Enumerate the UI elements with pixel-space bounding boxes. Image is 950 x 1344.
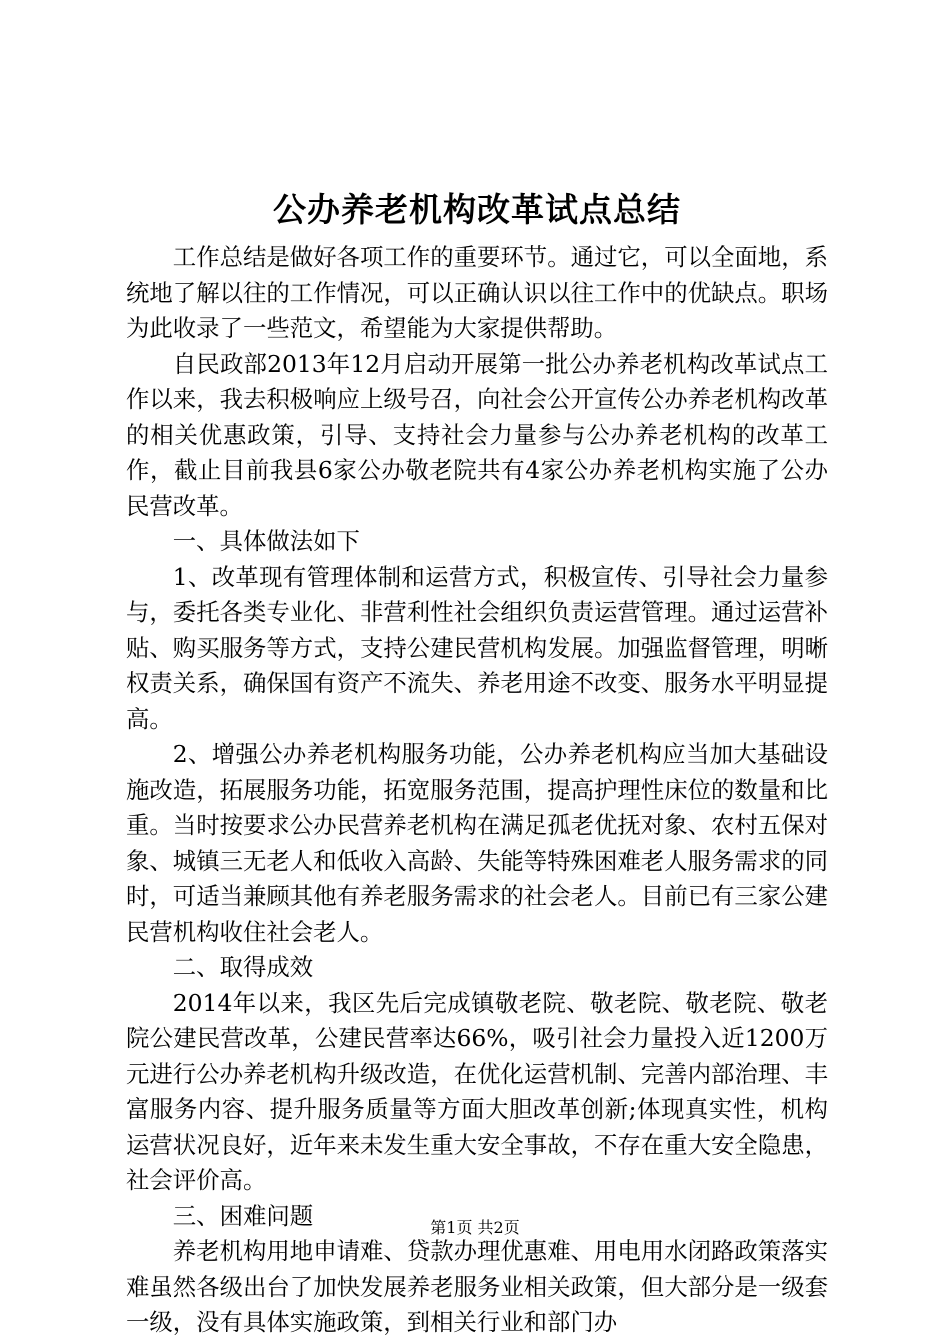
section-heading-methods: 一、具体做法如下 (172, 527, 360, 555)
section-heading-results: 二、取得成效 (172, 953, 314, 981)
section-heading-problems: 三、困难问题 (172, 1201, 314, 1230)
paragraph-method-2: 2、增强公办养老机构服务功能，公办养老机构应当加大基础设施改造，拓展服务功能，拓宽服务范围，提高护理性床位的数量和比重。当时按要求公办民营养老机构在满足孤老优抚对象、农村五保对象、城镇三无老人和低收入高龄、失能等特殊困难老人服务需求的同时，可适当兼顾其他有养老服务需求的社会老人。目前已有三家公建民营机构收住社会老人。 (126, 740, 828, 946)
document-page (126, 180, 828, 1341)
paragraph-method-1: 1、改革现有管理体制和运营方式，积极宣传、引导社会力量参与，委托各类专业化、非营利性社会组织负责运营管理。通过运营补贴、购买服务等方式，支持公建民营机构发展。加强监督管理，明晰权责关系，确保国有资产不流失、养老用途不改变、服务水平明显提高。 (126, 562, 828, 733)
page-footer: 第1页 共2页 (430, 1218, 520, 1237)
paragraph-problems: 养老机构用地申请难、贷款办理优惠难、用电用水闭路政策落实难虽然各级出台了加快发展养老服务业相关政策，但大部分是一级套一级，没有具体实施政策，到相关行业和部门办 (126, 1237, 828, 1336)
paragraph-intro: 工作总结是做好各项工作的重要环节。通过它，可以全面地，系统地了解以往的工作情况，可以正确认识以往工作中的优缺点。职场为此收录了一些范文，希望能为大家提供帮助。 (126, 243, 828, 342)
paragraph-results: 2014年以来，我区先后完成镇敬老院、敬老院、敬老院、敬老院公建民营改革，公建民营率达66%，吸引社会力量投入近1200万元进行公办养老机构升级改造，在优化运营机制、完善内部治理、丰富服务内容、提升服务质量等方面大胆改革创新;体现真实性，机构运营状况良好，近年来未发生重大安全事故，不存在重大安全隐患，社会评价高。 (126, 988, 828, 1194)
paragraph-background: 自民政部2013年12月启动开展第一批公办养老机构改革试点工作以来，我去积极响应上级号召，向社会公开宣传公办养老机构改革的相关优惠政策，引导、支持社会力量参与公办养老机构的改革工作，截止目前我县6家公办敬老院共有4家公办养老机构实施了公办民营改革。 (126, 349, 828, 520)
document-title: 公办养老机构改革试点总结 (273, 190, 681, 229)
